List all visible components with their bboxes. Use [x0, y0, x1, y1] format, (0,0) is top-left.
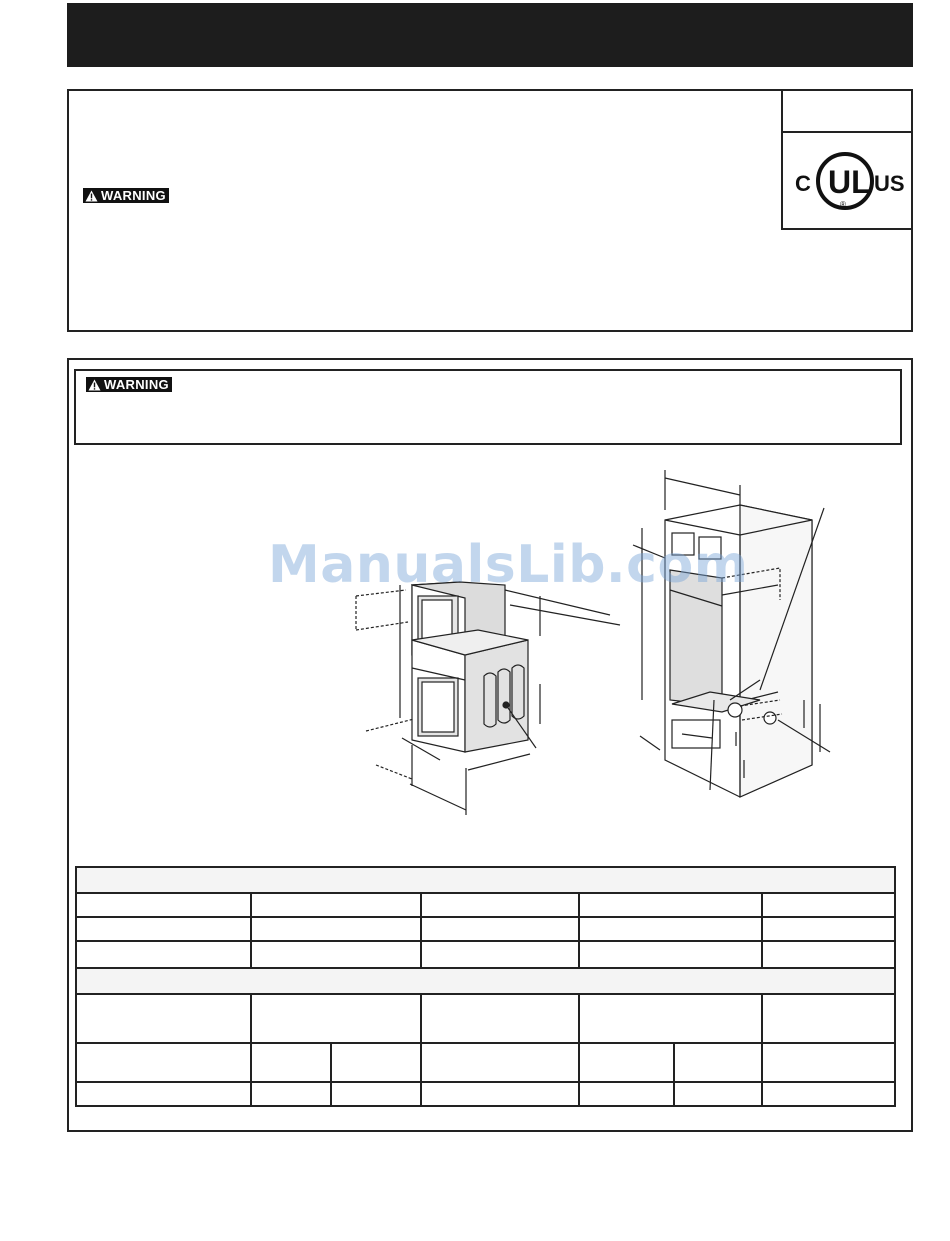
- watermark: ManualsLib.com: [268, 535, 749, 595]
- table-cell: [251, 994, 421, 1043]
- table-cell: [251, 1043, 331, 1082]
- table-cell: [421, 1043, 579, 1082]
- cert-left: C: [795, 171, 811, 196]
- table-cell: [762, 893, 895, 917]
- table-cell: [674, 1082, 762, 1106]
- table-cell: [579, 1082, 674, 1106]
- table-cell: [251, 941, 421, 968]
- table-row: [76, 968, 895, 994]
- table-cell: [762, 994, 895, 1043]
- table-cell: [421, 994, 579, 1043]
- table-cell: [762, 941, 895, 968]
- table-cell: [331, 1043, 421, 1082]
- table-row: [76, 1043, 895, 1082]
- oven-unit-drawing: [356, 582, 620, 815]
- table-cell: [762, 917, 895, 941]
- cert-registered: ®: [840, 200, 846, 209]
- table-cell: [76, 994, 251, 1043]
- table-cell: [421, 1082, 579, 1106]
- table-cell: [762, 1082, 895, 1106]
- table-row: [76, 1082, 895, 1106]
- dimensions-table: [75, 866, 896, 1107]
- table-cell: [76, 867, 895, 893]
- table-cell: [579, 893, 762, 917]
- table-cell: [251, 917, 421, 941]
- warning-label: WARNING: [104, 377, 169, 392]
- table-cell: [421, 941, 579, 968]
- table-row: [76, 893, 895, 917]
- table-cell: [579, 994, 762, 1043]
- cabinet-cutout-drawing: [633, 470, 830, 797]
- table-row: [76, 917, 895, 941]
- warning-label: WARNING: [101, 188, 166, 203]
- cert-right: US: [874, 171, 905, 196]
- table-cell: [331, 1082, 421, 1106]
- table-cell: [76, 1082, 251, 1106]
- table-row: [76, 994, 895, 1043]
- table-cell: [421, 893, 579, 917]
- table-cell: [421, 917, 579, 941]
- table-cell: [76, 893, 251, 917]
- table-row: [76, 867, 895, 893]
- table-cell: [579, 917, 762, 941]
- table-cell: [674, 1043, 762, 1082]
- table-cell: [579, 1043, 674, 1082]
- cert-center: UL: [828, 164, 871, 200]
- table-cell: [76, 1043, 251, 1082]
- table-row: [76, 941, 895, 968]
- table-cell: [76, 941, 251, 968]
- table-cell: [579, 941, 762, 968]
- table-cell: [251, 893, 421, 917]
- table-cell: [251, 1082, 331, 1106]
- table-cell: [76, 968, 895, 994]
- table-cell: [762, 1043, 895, 1082]
- table-cell: [76, 917, 251, 941]
